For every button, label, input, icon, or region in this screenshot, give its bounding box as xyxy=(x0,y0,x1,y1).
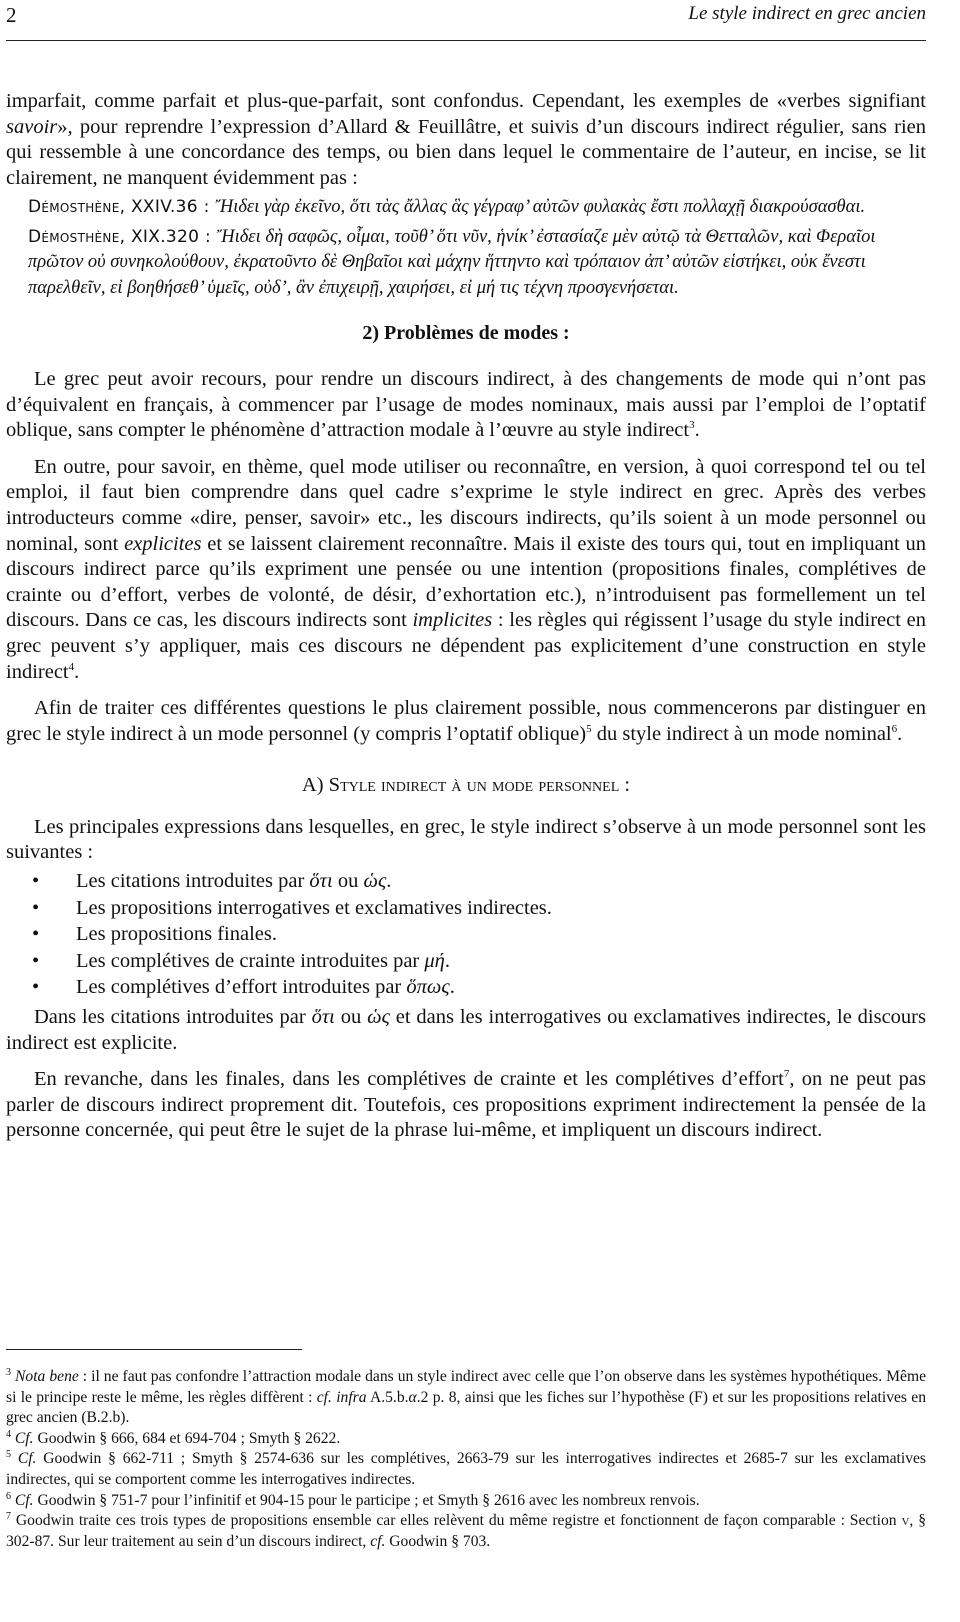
bullet-icon: • xyxy=(32,976,40,999)
bullet-icon: • xyxy=(32,923,40,946)
greek-word: ὅπως xyxy=(406,976,450,999)
paragraph: En revanche, dans les finales, dans les complétives de crainte et les complétives d’effort$^7$, on ne peut pas parler de discours indirect proprement dit. Toutefois, ces propositions expriment indirectement la pensée de la personne concernée, qui peut être le sujet de la phrase lui-même, et impliquent un discours indirect. xyxy=(6,1068,926,1142)
footnote-ref-3[interactable]: 3 xyxy=(689,419,695,432)
greek-text: Ἤιδει γὰρ ἐκεῖνο, ὅτι τὰς ἄλλας ἃς γέγραφ’ αὐτῶν φυλακὰς ἔστι πολλαχῇ διακρούσασθαι. xyxy=(215,197,866,218)
bullet-icon: • xyxy=(32,949,40,972)
subsection-heading-mode-personnel: A) Style indirect à un mode personnel : xyxy=(301,774,631,797)
list-item: • Les propositions interrogatives et exclamatives indirectes. xyxy=(32,895,926,922)
emphasis-explicites: explicites xyxy=(124,532,202,555)
greek-word: ὡς xyxy=(367,1006,390,1029)
quote-demosthenes-19 xyxy=(6,225,926,302)
list-item: • Les complétives de crainte introduites par μή. xyxy=(32,948,926,975)
section-heading-modes: 2) Problèmes de modes : xyxy=(362,322,570,345)
paragraph: Afin de traiter ces différentes questions le plus clairement possible, nous commencerons par distinguer en grec le style indirect à un mode personnel (y compris l’optatif oblique)$^5$ du style indirect à un mode nominal$^6$. xyxy=(6,697,926,745)
paragraph: En outre, pour savoir, en thème, quel mode utiliser ou reconnaître, en version, à quoi correspond tel ou tel emploi, il faut bien comprendre dans quel cadre s’exprime le style indirect en grec. Après des verbes introducteurs comme «dire, penser, savoir» etc., les discours indirects, qu’ils soient à un mode personnel ou nominal, sont explicites et se laissent clairement reconnaître. Mais il existe des tours qui, tout en impliquant un discours indirect parce qu’ils expriment une pensée ou une intention (propositions finales, complétives de crainte ou d’effort, verbes de volonté, de désir, d’exhortation etc.), n’introduisent pas formellement un tel discours. Dans ce cas, les discours indirects sont implicites : les règles qui régissent l’usage du style indirect en grec peuvent s’y appliquer, mais ces discours ne dépendent pas explicitement d’une construction en style indirect$^4$. xyxy=(6,455,926,683)
quote-ref: Démosthène, XIX.320 : xyxy=(28,226,217,247)
bullet-icon: • xyxy=(32,896,40,919)
greek-word: μή xyxy=(424,949,445,972)
bullet-list xyxy=(6,868,926,1001)
emphasis-savoir: savoir xyxy=(6,115,58,138)
paragraph: Dans les citations introduites par ὅτι ou ὡς et dans les interrogatives ou exclamatives indirectes, le discours indirect est explicite. xyxy=(6,1006,926,1054)
footnote-ref-6[interactable]: 6 xyxy=(891,722,898,735)
footnote-4: $^4$ Cf. Goodwin § 666, 684 et 694-704 ; Smyth § 2622. xyxy=(6,1428,341,1447)
footnotes xyxy=(6,1367,926,1552)
emphasis-implicites: implicites xyxy=(412,609,493,632)
greek-text: Ἤιδει δὴ σαφῶς, οἶμαι, τοῦθ’ ὅτι νῦν, ἡνίκ’ ἐστασίαζε μὲν αὐτῷ τὰ Θετταλῶν, καὶ Φεραῖοι πρῶτον οὐ συνηκολούθουν, ἐκρατοῦντο δὲ Θηβαῖοι καὶ μάχην ἥττηντο καὶ τρόπαιον ἀπ’ αὐτῶν εἱστήκει, οὐκ ἔνεστι παρελθεῖν, εἰ βοηθήσεθ’ ὑμεῖς, οὐδ’, ἂν ἐπιχειρῇ, χαιρήσει, εἰ μή τις τέχνη προσγενήσεται. xyxy=(28,226,876,298)
footnote-5: $^5$ Cf. Goodwin § 662-711 ; Smyth § 2574-636 sur les complétives, 2663-79 sur les interrogatives indirectes et 2685-7 sur les exclamatives indirectes, qui se comportent comme les interrogatives indirectes. xyxy=(6,1449,926,1488)
page-number: 2 xyxy=(6,3,17,27)
quote-ref: Démosthène, XXIV.36 : xyxy=(28,197,216,218)
greek-word: ὅτι xyxy=(309,870,333,893)
quote-demosthenes-24 xyxy=(6,195,926,221)
intro-paragraph: imparfait, comme parfait et plus-que-parfait, sont confondus. Cependant, les exemples de «verbes signifiant savoir», pour reprendre l’expression d’Allard & Feuillâtre, et suivis d’un discours indirect régulier, sans rien qui ressemble à une concordance des temps, ou bien dans lequel le commentaire de l’auteur, en incise, se lit clairement, ne manquent évidemment pas : xyxy=(6,90,926,189)
footnote-ref-5[interactable]: 5 xyxy=(586,722,592,735)
running-title: Le style indirect en grec ancien xyxy=(688,3,926,24)
footnote-7: $^7$ Goodwin traite ces trois types de propositions ensemble car elles relèvent du même registre et fonctionnent de façon comparable : Section v, § 302-87. Sur leur traitement au sein d’un discours indirect, cf. Goodwin § 703. xyxy=(6,1510,927,1550)
footnote-ref-4[interactable]: 4 xyxy=(68,660,75,673)
footnote-3: $^3$ Nota bene : il ne faut pas confondre l’attraction modale dans un style indirect avec celle que l’on observe dans les systèmes hypothétiques. Même si le principe reste le même, les règles diffèrent : cf. infra A.5.b.α.2 p. 8, ainsi que les fiches sur l’hypothèse (F) et sur les propositions relatives en grec ancien (B.2.b). xyxy=(6,1366,926,1427)
greek-word: ὅτι xyxy=(311,1006,335,1029)
paragraph: Le grec peut avoir recours, pour rendre un discours indirect, à des changements de mode qui n’ont pas d’équivalent en français, à commencer par l’usage de modes nominaux, mais aussi par l’emploi de l’optatif oblique, sans compter le phénomène d’attraction modale à l’œuvre au style indirect$^3$. xyxy=(6,367,926,442)
greek-word: ὡς xyxy=(363,870,387,893)
list-item: • Les propositions finales. xyxy=(32,921,926,948)
paragraph: Les principales expressions dans lesquelles, en grec, le style indirect s’observe à un mode personnel sont les suivantes : xyxy=(6,815,926,864)
running-header xyxy=(6,0,926,41)
footnote-6: $^6$ Cf. Goodwin § 751-7 pour l’infinitif et 904-15 pour le participe ; et Smyth § 2616 avec les nombreux renvois. xyxy=(6,1490,700,1509)
footnote-ref-7[interactable]: 7 xyxy=(783,1068,790,1081)
main-text xyxy=(6,89,926,1144)
list-item: • Les complétives d’effort introduites par ὅπως. xyxy=(32,974,926,1001)
bullet-icon: • xyxy=(32,870,40,893)
list-item: • Les citations introduites par ὅτι ou ὡς. xyxy=(32,868,926,895)
footnote-divider xyxy=(6,1349,302,1350)
